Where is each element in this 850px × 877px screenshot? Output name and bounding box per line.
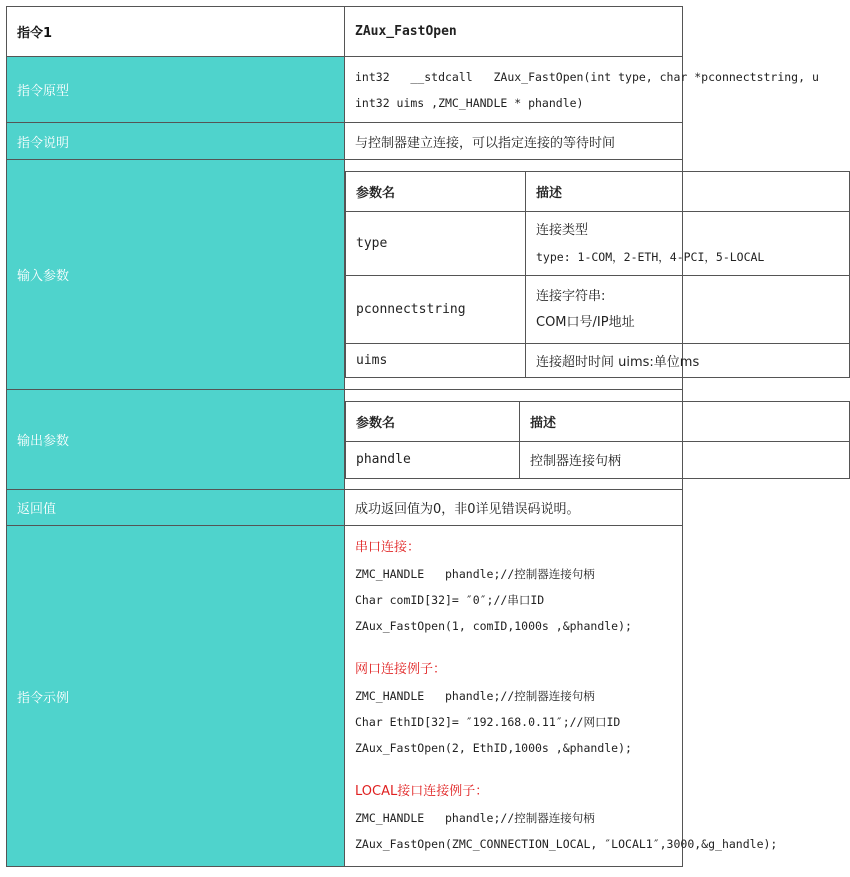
param-desc-line: 连接类型 xyxy=(536,222,589,238)
param-desc: 控制器连接句柄 xyxy=(520,441,850,478)
prototype-label: 指令原型 xyxy=(7,57,345,123)
input-params-label: 输入参数 xyxy=(7,160,345,390)
code-line: ZAux_FastOpen(2, EthID,1000s ,&phandle); xyxy=(355,741,632,755)
param-name: type xyxy=(346,212,526,276)
input-params-table xyxy=(345,171,850,378)
serial-example-title: 串口连接： xyxy=(355,540,421,555)
code-line: ZMC_HANDLE phandle;//控制器连接句柄 xyxy=(355,811,595,825)
prototype-line: int32 __stdcall ZAux_FastOpen(int type, char *pconnectstring, u xyxy=(355,69,819,84)
example-label: 指令示例 xyxy=(7,526,345,867)
spacer xyxy=(355,761,682,779)
param-desc-line: type: 1-COM，2-ETH，4-PCI，5-LOCAL xyxy=(536,249,765,264)
code-line: ZMC_HANDLE phandle;//控制器连接句柄 xyxy=(355,567,595,581)
return-label: 返回值 xyxy=(7,490,345,526)
example-code xyxy=(345,526,778,867)
param-desc-line: 连接字符串: xyxy=(536,288,606,304)
code-line: ZMC_HANDLE phandle;//控制器连接句柄 xyxy=(355,689,595,703)
col-header-param: 参数名 xyxy=(346,172,526,212)
param-desc xyxy=(526,212,850,276)
param-desc: 连接超时时间 uims:单位ms xyxy=(526,344,850,378)
code-line: Char EthID[32]= ″192.168.0.11″;//网口ID xyxy=(355,715,621,729)
param-desc-line: COM口号/IP地址 xyxy=(536,314,635,330)
col-header-desc: 描述 xyxy=(526,172,850,212)
output-params-cell xyxy=(345,390,683,490)
description-label: 指令说明 xyxy=(7,123,345,160)
api-doc-table xyxy=(6,6,819,867)
col-header-param: 参数名 xyxy=(346,401,520,441)
input-params-cell xyxy=(345,160,765,390)
return-text: 成功返回值为0，非0详见错误码说明。 xyxy=(345,490,683,526)
param-name: uims xyxy=(346,344,526,378)
description-text: 与控制器建立连接，可以指定连接的等待时间 xyxy=(345,123,683,160)
code-line: ZAux_FastOpen(1, comID,1000s ,&phandle); xyxy=(355,619,632,633)
col-header-desc: 描述 xyxy=(520,401,850,441)
prototype-line: int32 uims ,ZMC_HANDLE * phandle) xyxy=(355,95,584,110)
code-line: ZAux_FastOpen(ZMC_CONNECTION_LOCAL, ″LOCAL1″,3000,&g_handle); xyxy=(355,837,778,851)
prototype-value xyxy=(345,57,819,123)
function-name: ZAux_FastOpen xyxy=(345,7,683,57)
header-label: 指令1 xyxy=(7,7,345,57)
param-name: pconnectstring xyxy=(346,276,526,344)
param-name: phandle xyxy=(346,441,520,478)
net-example-title: 网口连接例子： xyxy=(355,662,447,677)
local-example-title: LOCAL接口连接例子： xyxy=(355,784,489,799)
output-params-table xyxy=(345,401,850,479)
spacer xyxy=(355,639,682,657)
code-line: Char comID[32]= ″0″;//串口ID xyxy=(355,593,545,607)
param-desc xyxy=(526,276,850,344)
output-params-label: 输出参数 xyxy=(7,390,345,490)
